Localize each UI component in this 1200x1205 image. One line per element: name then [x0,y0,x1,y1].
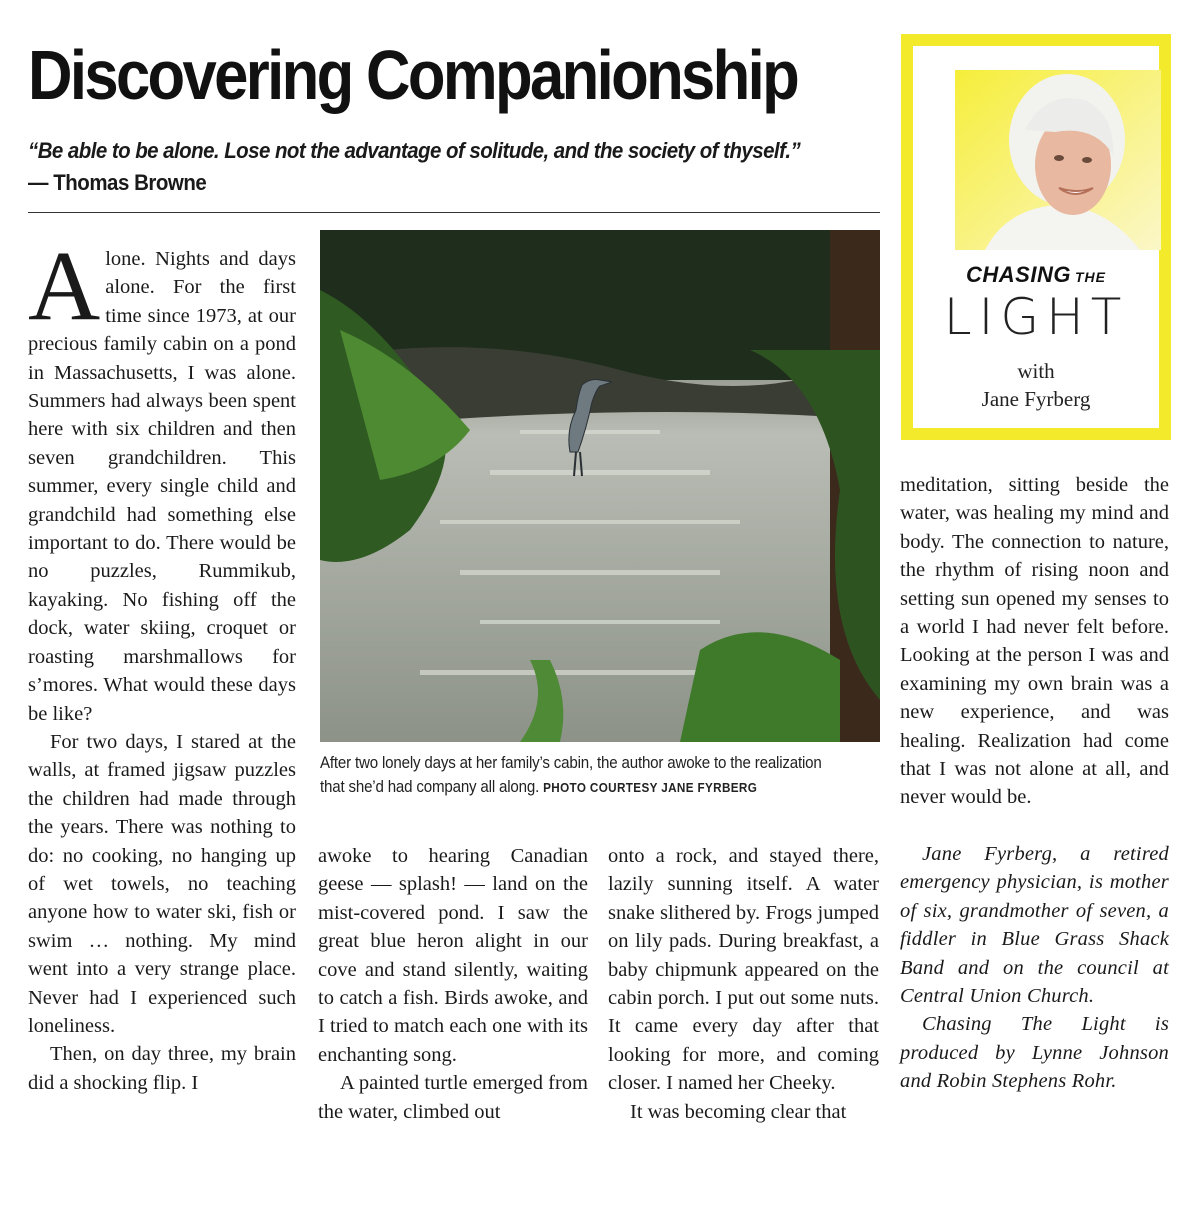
article-column-1 [28,230,296,1097]
heron-photo [320,230,880,742]
author-portrait [955,70,1161,250]
headline: Discovering Companionship [28,36,798,114]
column-title-light: LIGHT [943,288,1129,346]
epigraph-quote: “Be able to be alone. Lose not the advantage of solitude, and the society of thyself.” [28,138,801,163]
paragraph-4-continued: onto a rock, and stayed there, lazily sunning itself. A water snake slithered by. Frogs jumped on lily pads. During breakfast, a baby chipmunk appeared on the cabin porch. I put out some nuts. It came every day after that looking for more, and coming closer. I named her Cheeky. [608,845,879,1095]
drop-cap: A [28,230,101,341]
column-logo-box [901,34,1171,440]
paragraph-3-start: Then, on day three, my brain did a shocking flip. I [28,1043,296,1094]
article-column-2 [318,842,588,1126]
paragraph-2: For two days, I stared at the walls, at framed jigsaw puzzles the children had made through the years. There was nothing to do: no cooking, no hanging up of wet towels, no teaching anyone how to water ski, fish or swim … nothing. My mind went into a very strange place. Never had I experienced such loneliness. [28,730,296,1037]
caption-text: After two lonely days at her family’s cabin, the author awoke to the realization that she’d had company all along. [320,753,822,796]
paragraph-5-continued: meditation, sitting beside the water, was healing my mind and body. The connection to nature, the rhythm of rising noon and setting sun opened my senses to a world I had never felt before. Looking at the person I was and examining my own brain was a new experience, and was healing. Realization had come that I was not alone at all, and never would be. [900,474,1169,809]
column-byline-with: with [1017,359,1055,383]
paragraph-5-start: It was becoming clear that [630,1100,847,1123]
paragraph-4-start: A painted turtle emerged from the water, climbed out [318,1072,588,1123]
article-column-3 [608,842,879,1126]
column-title-chasing: CHASING THE [966,262,1106,287]
column-title-the: THE [1074,269,1106,285]
author-bio: Jane Fyrberg, a retired emergency physician, is mother of six, grandmother of seven, a fiddler in Blue Grass Shack Band and on the council at Central Union Church. [900,842,1169,1007]
article-column-4 [900,471,1169,1096]
headline-divider [28,212,880,213]
paragraph-1: lone. Nights and days alone. For the first time since 1973, at our precious family cabin on a pond in Massachusetts, I was alone. Summers had always been spent here with six children and then seven grandchildren. This summer, every single child and grandchild had something else important to do. There would be no puzzles, Rummikub, kayaking. No fishing off the dock, water skiing, croquet or roasting marshmallows for s’mores. What would these days be like? [28,248,296,725]
epigraph-attribution: — Thomas Browne [28,170,207,195]
column-byline-author: Jane Fyrberg [981,387,1091,411]
paragraph-3-continued: awoke to hearing Canadian geese — splash! — land on the mist-covered pond. I saw the great blue heron alight in our cove and stand silently, waiting to catch a fish. Birds awoke, and I tried to match each one with its enchanting song. [318,845,588,1066]
producer-credit: Chasing The Light is produced by Lynne Johnson and Robin Stephens Rohr. [900,1013,1169,1093]
photo-caption [320,751,842,800]
photo-credit: PHOTO COURTESY JANE FYRBERG [543,780,758,795]
